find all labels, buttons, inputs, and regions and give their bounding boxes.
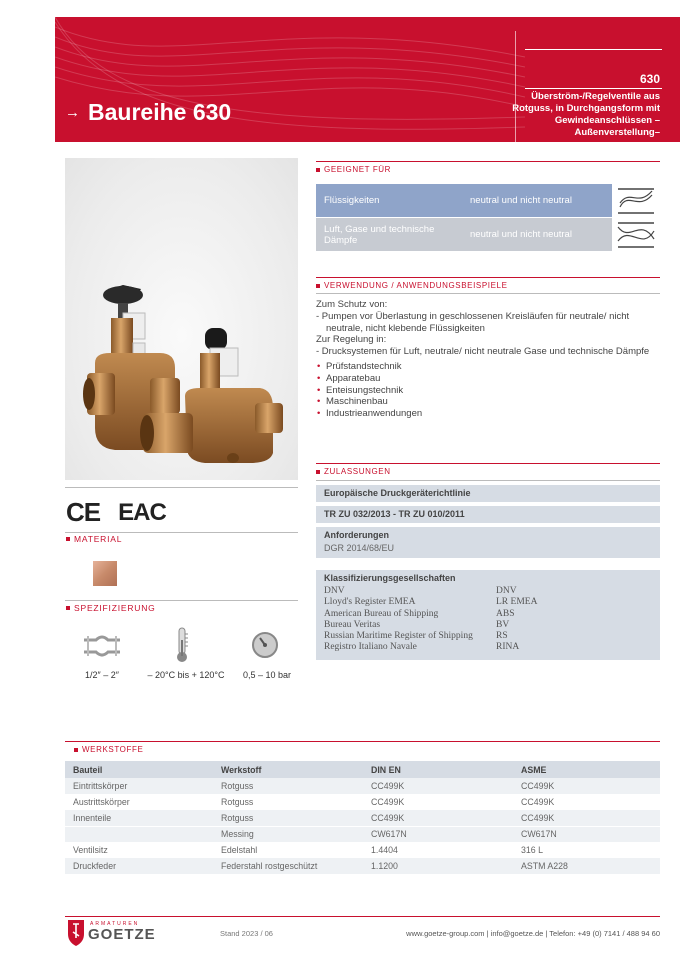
red-square-icon — [66, 606, 70, 610]
fluid-row-liquids — [316, 184, 660, 217]
series-number: 630 — [639, 72, 660, 86]
list-item: • Prüfstandstechnik — [316, 361, 660, 373]
eac-mark-icon: EAC — [118, 498, 166, 526]
pipe-size-icon — [82, 630, 122, 662]
page-title — [65, 99, 231, 126]
goetze-logo[interactable]: ARMATUREN GOETZE — [66, 908, 166, 953]
red-square-icon — [316, 470, 320, 474]
divider — [65, 600, 298, 601]
series-title: Baureihe 630 — [88, 99, 232, 125]
series-description: Überström-/Regelventile aus Rotguss, in Durchgangsform mit Gewindeanschlüssen –Außenverstellung– — [512, 91, 660, 138]
divider — [65, 532, 298, 533]
list-item: • Industrieanwendungen — [316, 408, 660, 420]
list-item: • Enteisungstechnik — [316, 385, 660, 397]
arrow-right-icon: → — [65, 104, 80, 121]
fluid-medium: Luft, Gase und technische Dämpfe — [316, 218, 462, 251]
spezifizierung-heading: SPEZIFIZIERUNG — [66, 603, 156, 613]
header-banner — [55, 17, 680, 142]
approval-classification: Klassifizierungsgesellschaften DNV DNV Lloyd's Register EMEA LR EMEA American Bureau of Shipping ABS Bureau Veritas BV Russian Maritime Register of Shipping RS Registro Italiano Navale RINA — [316, 570, 660, 660]
ce-mark-icon: CE — [66, 497, 101, 527]
spec-temperature: – 20°C bis + 120°C — [147, 670, 225, 680]
gas-wave-icon — [616, 221, 656, 249]
geeignet-heading: GEEIGNET FÜR — [316, 165, 391, 174]
liquid-wave-icon — [616, 187, 656, 215]
spec-pressure: 0,5 – 10 bar — [242, 670, 292, 680]
table-row: Innenteile Rotguss CC499K CC499K — [65, 810, 660, 826]
pressure-gauge-icon — [251, 630, 279, 660]
divider — [65, 487, 298, 488]
list-item: • Apparatebau — [316, 373, 660, 385]
red-square-icon — [316, 168, 320, 172]
table-row: Eintrittskörper Rotguss CC499K CC499K — [65, 778, 660, 794]
certification-marks — [66, 497, 166, 528]
product-photo — [65, 158, 298, 480]
fluid-row-gases — [316, 218, 660, 251]
table-row: Austrittskörper Rotguss CC499K CC499K — [73, 797, 555, 807]
table-row: Druckfeder Federstahl rostgeschützt 1.1200 ASTM A228 — [65, 858, 660, 874]
usage-text: Zum Schutz von: - Pumpen vor Überlastung in geschlossenen Kreisläufen für neutrale/ nicht neutrale, nicht klebende Flüssigkeiten Zur Regelung in: - Drucksystemen für Luft, neutrale/ nicht neutrale Gase und technische Dämpfe • Prüfstandstechnik • Apparatebau • Enteisungstechnik • Maschinenbau • Industrieanwendungen — [316, 299, 660, 420]
divider — [316, 161, 660, 162]
divider — [316, 480, 660, 481]
classification-list: DNV DNV Lloyd's Register EMEA LR EMEA American Bureau of Shipping ABS Bureau Veritas BV Russian Maritime Register of Shipping RS Registro Italiano Navale RINA — [324, 586, 538, 653]
zulassungen-heading: ZULASSUNGEN — [316, 467, 391, 476]
material-swatch-bronze — [93, 561, 117, 586]
fluid-property: neutral und nicht neutral — [462, 218, 612, 251]
contact-info[interactable]: www.goetze-group.com | info@goetze.de | Telefon: +49 (0) 7141 / 488 94 60 — [406, 929, 660, 938]
list-item: • Maschinenbau — [316, 396, 660, 408]
werkstoffe-heading: WERKSTOFFE — [74, 745, 143, 754]
divider — [316, 277, 660, 278]
verwendung-heading: VERWENDUNG / ANWENDUNGSBEISPIELE — [316, 281, 508, 290]
approval-pressure-directive: Europäische Druckgeräterichtlinie — [316, 485, 660, 502]
table-row: Ventilsitz Edelstahl 1.4404 316 L — [73, 845, 544, 855]
spec-size: 1/2″ – 2″ — [85, 670, 119, 680]
fluid-medium: Flüssigkeiten — [316, 184, 462, 217]
red-square-icon — [66, 537, 70, 541]
red-square-icon — [316, 284, 320, 288]
header-rule-top — [525, 49, 662, 50]
material-heading: MATERIAL — [66, 534, 122, 544]
table-header-row: Bauteil Werkstoff DIN EN ASME — [65, 761, 660, 778]
version-stamp: Stand 2023 / 06 — [220, 929, 273, 938]
red-square-icon — [74, 748, 78, 752]
header-rule-mid — [525, 88, 662, 89]
thermometer-icon — [172, 626, 192, 664]
materials-table — [65, 761, 660, 874]
approval-tr: TR ZU 032/2013 - TR ZU 010/2011 — [316, 506, 660, 523]
divider — [316, 463, 660, 464]
valve-illustration — [65, 158, 298, 480]
table-row: Messing CW617N CW617N — [65, 826, 660, 842]
approval-requirements: Anforderungen DGR 2014/68/EU — [316, 527, 660, 558]
divider — [65, 741, 660, 742]
divider — [316, 293, 660, 294]
fluid-property: neutral und nicht neutral — [462, 184, 612, 217]
